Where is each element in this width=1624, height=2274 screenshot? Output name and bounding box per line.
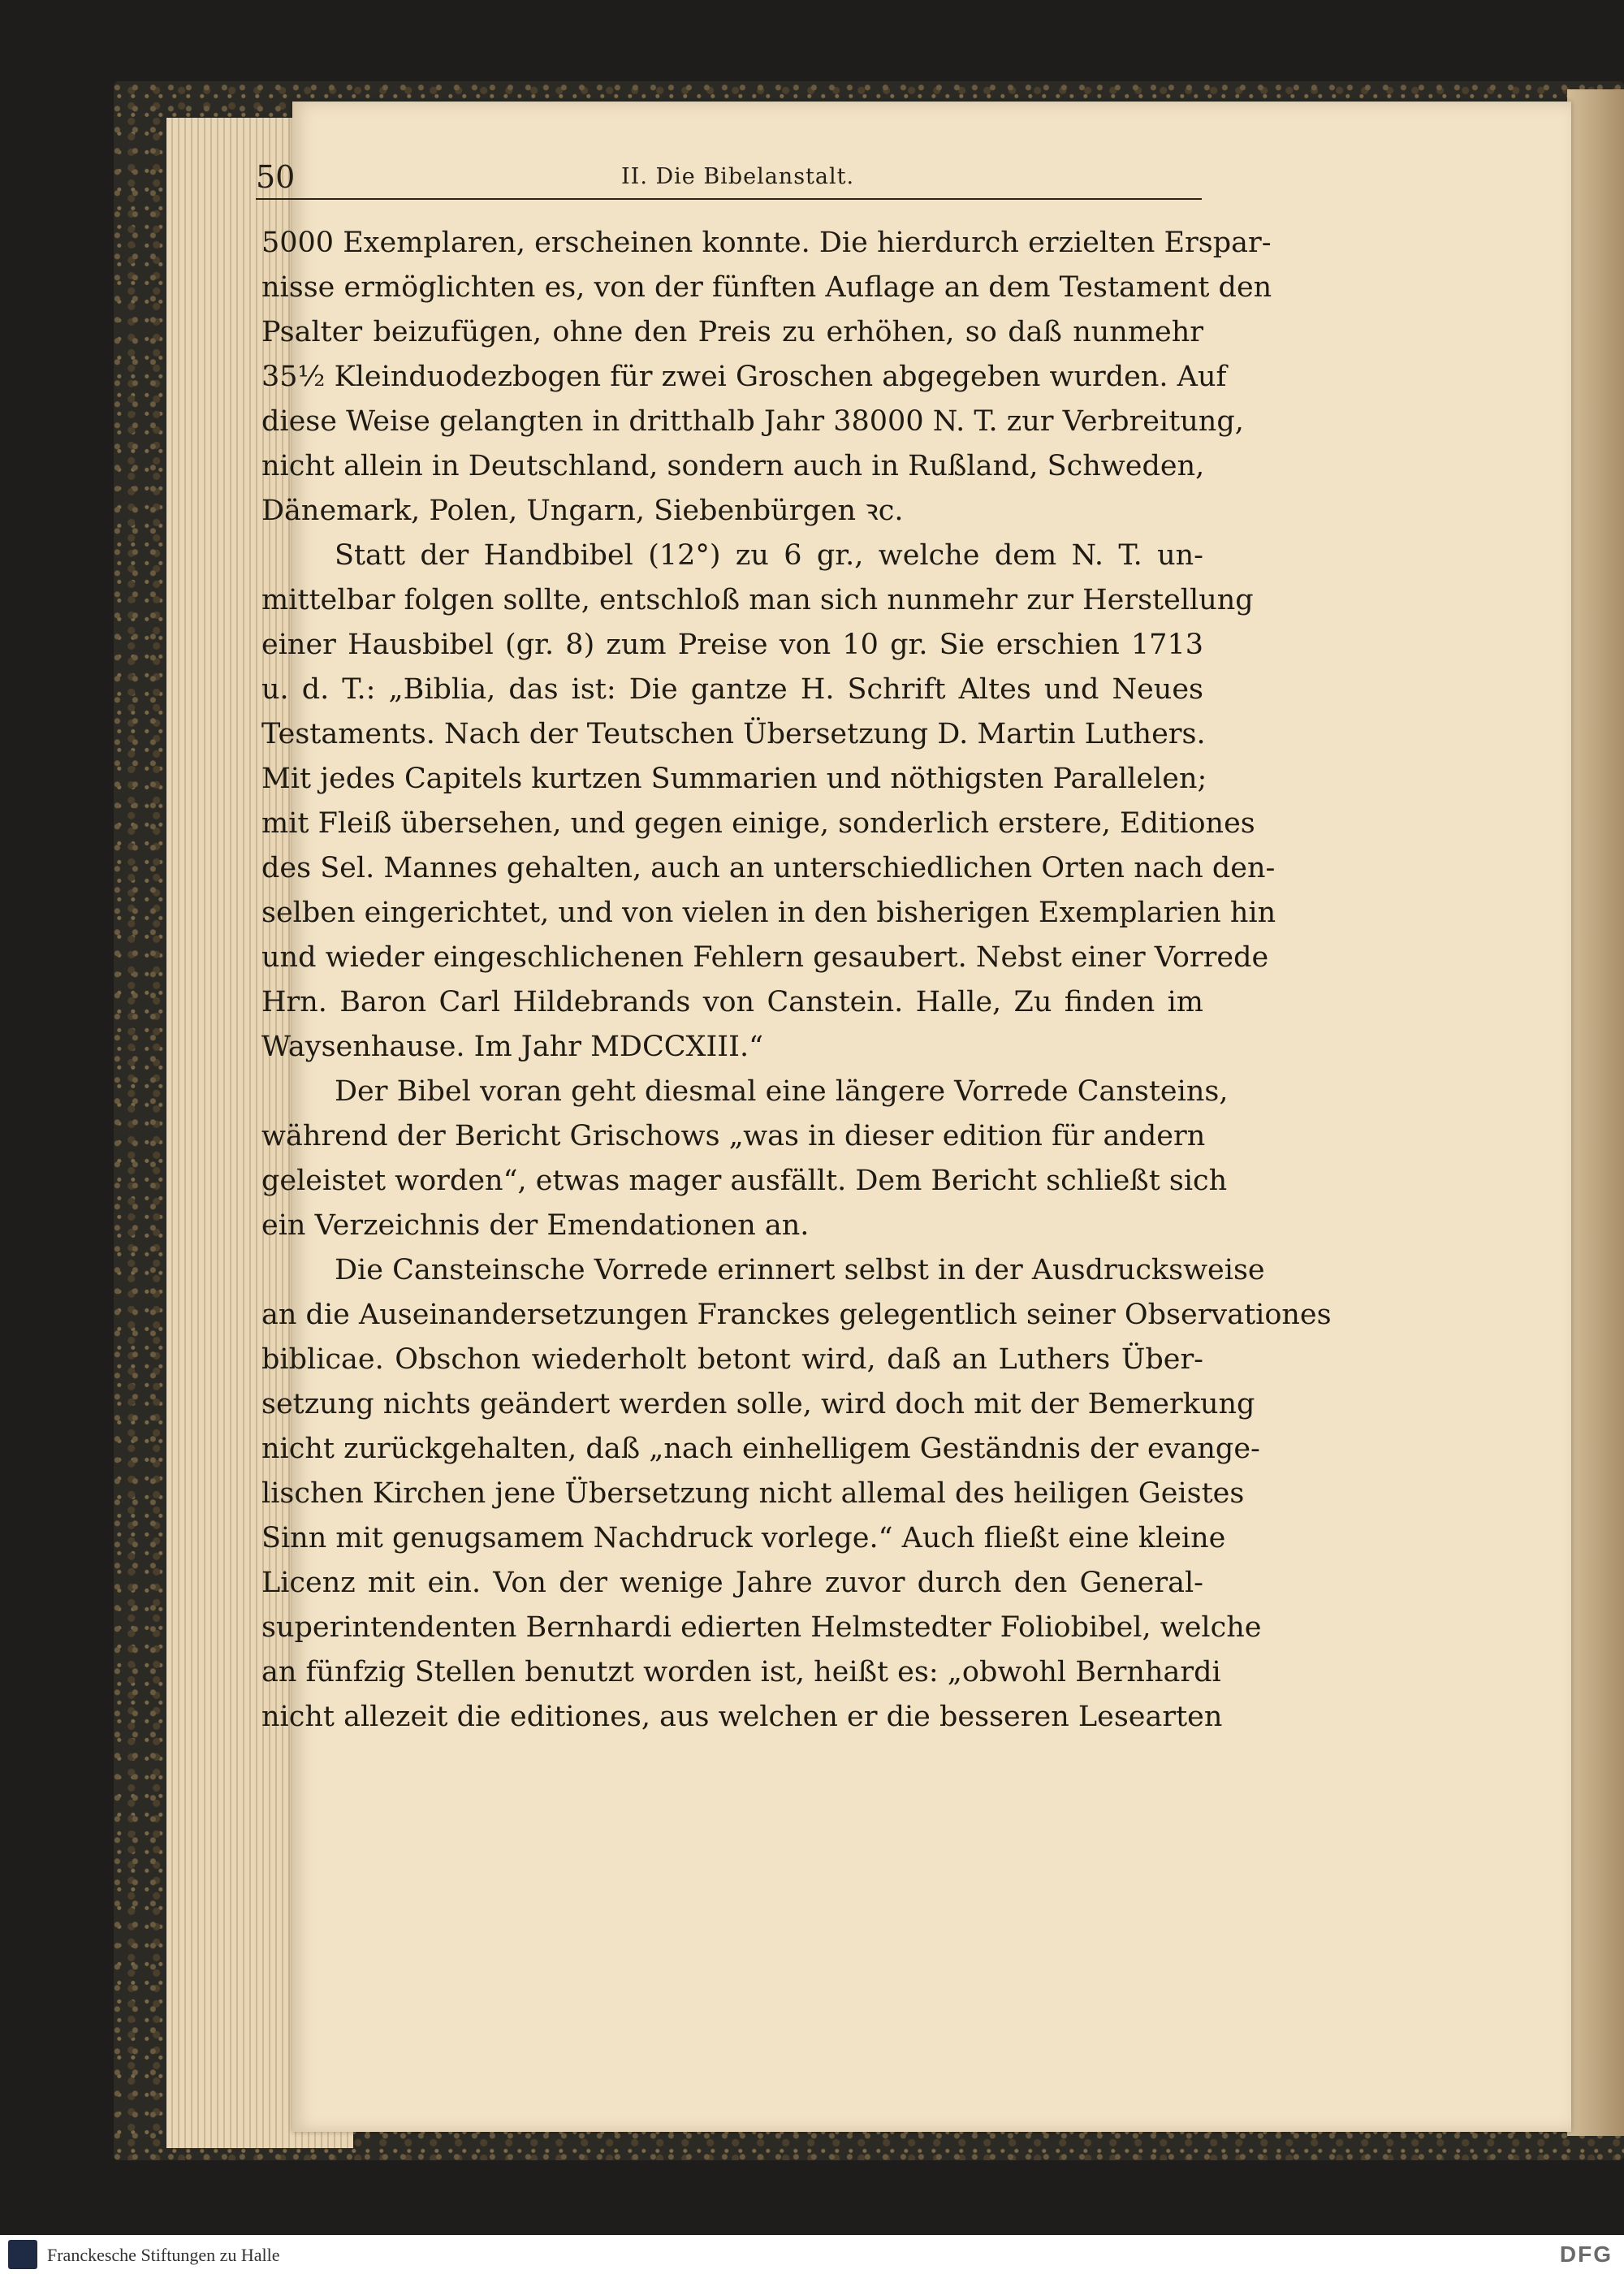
- text-line: selben eingerichtet, und von vielen in den bisherigen Exemplarien hin: [261, 897, 1276, 929]
- text-line: Testaments. Nach der Teutschen Übersetzung D. Martin Luthers.: [261, 718, 1206, 750]
- text-line: Statt der Handbibel (12°) zu 6 gr., welche dem N. T. un-: [335, 539, 1203, 572]
- text-line: des Sel. Mannes gehalten, auch an unterschiedlichen Orten nach den-: [261, 852, 1276, 884]
- text-line: superintendenten Bernhardi edierten Helmstedter Foliobibel, welche: [261, 1611, 1262, 1644]
- text-line: lischen Kirchen jene Übersetzung nicht allemal des heiligen Geistes: [261, 1477, 1245, 1510]
- text-line: einer Hausbibel (gr. 8) zum Preise von 10 gr. Sie erschien 1713: [261, 629, 1203, 661]
- text-line: diese Weise gelangten in dritthalb Jahr 38000 N. T. zur Verbreitung,: [261, 405, 1244, 438]
- text-line: Mit jedes Capitels kurtzen Summarien und nöthigsten Parallelen;: [261, 763, 1207, 795]
- text-line: nicht zurückgehalten, daß „nach einhelligem Geständnis der evange-: [261, 1433, 1260, 1465]
- text-line: geleistet worden“, etwas mager ausfällt. Dem Bericht schließt sich: [261, 1165, 1228, 1197]
- text-line: mittelbar folgen sollte, entschloß man sich nunmehr zur Herstellung: [261, 584, 1254, 616]
- text-line: an fünfzig Stellen benutzt worden ist, heißt es: „obwohl Bernhardi: [261, 1656, 1221, 1688]
- text-line: u. d. T.: „Biblia, das ist: Die gantze H. Schrift Altes und Neues: [261, 673, 1203, 706]
- running-head: [256, 154, 1202, 200]
- text-line: und wieder eingeschlichenen Fehlern gesaubert. Nebst einer Vorrede: [261, 941, 1269, 974]
- text-line: an die Auseinandersetzungen Franckes gelegentlich seiner Observationes: [261, 1299, 1332, 1331]
- text-line: nisse ermöglichten es, von der fünften Auflage an dem Testament den: [261, 271, 1272, 304]
- text-line: 35½ Kleinduodezbogen für zwei Groschen abgegeben wurden. Auf: [261, 361, 1227, 393]
- text-line: Die Cansteinsche Vorrede erinnert selbst in der Ausdrucksweise: [335, 1254, 1265, 1286]
- text-line: Der Bibel voran geht diesmal eine längere Vorrede Cansteins,: [335, 1075, 1229, 1108]
- institution-name: Franckesche Stiftungen zu Halle: [47, 2245, 280, 2265]
- institution-logo-icon: [8, 2240, 37, 2269]
- text-line: setzung nichts geändert werden solle, wird doch mit der Bemerkung: [261, 1388, 1255, 1420]
- text-line: Waysenhause. Im Jahr MDCCXIII.“: [261, 1031, 763, 1063]
- body-text: [261, 221, 1332, 1740]
- text-line: nicht allezeit die editiones, aus welchen er die besseren Lesearten: [261, 1701, 1223, 1733]
- text-line: Hrn. Baron Carl Hildebrands von Canstein. Halle, Zu finden im: [261, 986, 1203, 1018]
- page-number: 50: [256, 159, 296, 195]
- text-line: Licenz mit ein. Von der wenige Jahre zuvor durch den General-: [261, 1567, 1203, 1599]
- text-line: mit Fleiß übersehen, und gegen einige, sonderlich erstere, Editiones: [261, 807, 1255, 840]
- text-line: Psalter beizufügen, ohne den Preis zu erhöhen, so daß nunmehr: [261, 316, 1203, 348]
- text-line: 5000 Exemplaren, erscheinen konnte. Die hierdurch erzielten Erspar-: [261, 227, 1272, 259]
- text-line: nicht allein in Deutschland, sondern auch in Rußland, Schweden,: [261, 450, 1205, 482]
- facing-page-edge: [1567, 89, 1624, 2136]
- running-title: II. Die Bibelanstalt.: [621, 164, 855, 189]
- text-line: ein Verzeichnis der Emendationen an.: [261, 1209, 810, 1242]
- text-line: Dänemark, Polen, Ungarn, Siebenbürgen ꝛc.: [261, 495, 904, 527]
- viewer-footer: [0, 2235, 1624, 2274]
- text-line: biblicae. Obschon wiederholt betont wird, daß an Luthers Über-: [261, 1343, 1203, 1376]
- text-line: während der Bericht Grischows „was in dieser edition für andern: [261, 1120, 1206, 1152]
- text-line: Sinn mit genugsamem Nachdruck vorlege.“ Auch fließt eine kleine: [261, 1522, 1226, 1554]
- funder-logo: DFG: [1559, 2242, 1613, 2267]
